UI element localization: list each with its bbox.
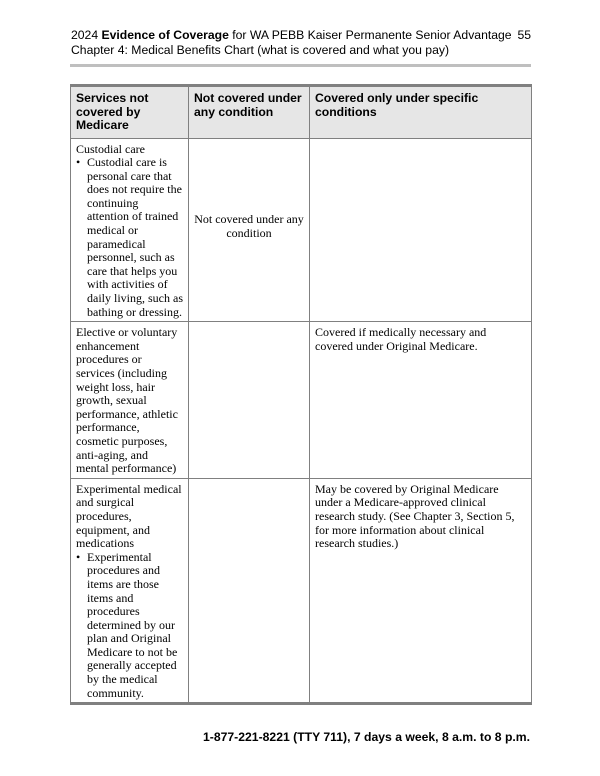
chapter-title: Chapter 4: Medical Benefits Chart (what is covered and what you pay) [71, 43, 450, 57]
service-cell [71, 478, 189, 704]
service-cell [71, 138, 189, 322]
table-header-row [71, 86, 532, 139]
header-divider [70, 64, 531, 67]
not-covered-cell [189, 478, 310, 704]
covered-conditions-cell: Covered if medically necessary and covered under Original Medicare. [310, 322, 532, 479]
service-title: Experimental medical and surgical procedures, equipment, and medications [76, 481, 182, 551]
service-bullet [76, 156, 183, 319]
not-covered-cell [189, 138, 310, 322]
column-header-covered-conditions: Covered only under specific conditions [310, 86, 532, 139]
column-header-services: Services not covered by Medicare [71, 86, 189, 139]
page-number: 55 [517, 28, 531, 42]
table-row [71, 138, 532, 322]
bullet-text: Experimental procedures and items are those items and procedures determined by our plan and Original Medicare to not be generally accepted by the medical community. [87, 549, 178, 700]
page-header [71, 28, 531, 58]
document-title [71, 28, 531, 43]
not-covered-cell [189, 322, 310, 479]
benefits-table [70, 84, 532, 705]
service-title: Elective or voluntary enhancement procedures or services (including weight loss, hair growth, sexual performance, athletic performance, cosmetic purposes, anti-aging, and mental performance) [76, 325, 178, 476]
bullet-icon: • [76, 549, 81, 564]
title-bold: Evidence of Coverage [101, 28, 229, 42]
title-rest: for WA PEBB Kaiser Permanente Senior Advantage [232, 28, 512, 42]
footer-contact: 1-877-221-8221 (TTY 711), 7 days a week, 8 a.m. to 8 p.m. [203, 730, 530, 744]
bullet-text: Custodial care is personal care that does not require the continuing attention of trained medical or paramedical personnel, such as care that helps you with activities of daily living, such as bathing or dressing. [87, 155, 183, 319]
title-year: 2024 [71, 28, 99, 42]
service-bullet [76, 551, 183, 701]
table-row [71, 478, 532, 704]
not-covered-text: Not covered under any condition [194, 212, 304, 240]
service-title: Custodial care [76, 141, 145, 156]
covered-conditions-cell: May be covered by Original Medicare under a Medicare-approved clinical research study. (See Chapter 3, Section 5, for more information about clinical research studies.) [310, 478, 532, 704]
bullet-icon: • [76, 155, 81, 170]
covered-conditions-cell [310, 138, 532, 322]
column-header-not-covered: Not covered under any condition [189, 86, 310, 139]
service-cell [71, 322, 189, 479]
table-row [71, 322, 532, 479]
